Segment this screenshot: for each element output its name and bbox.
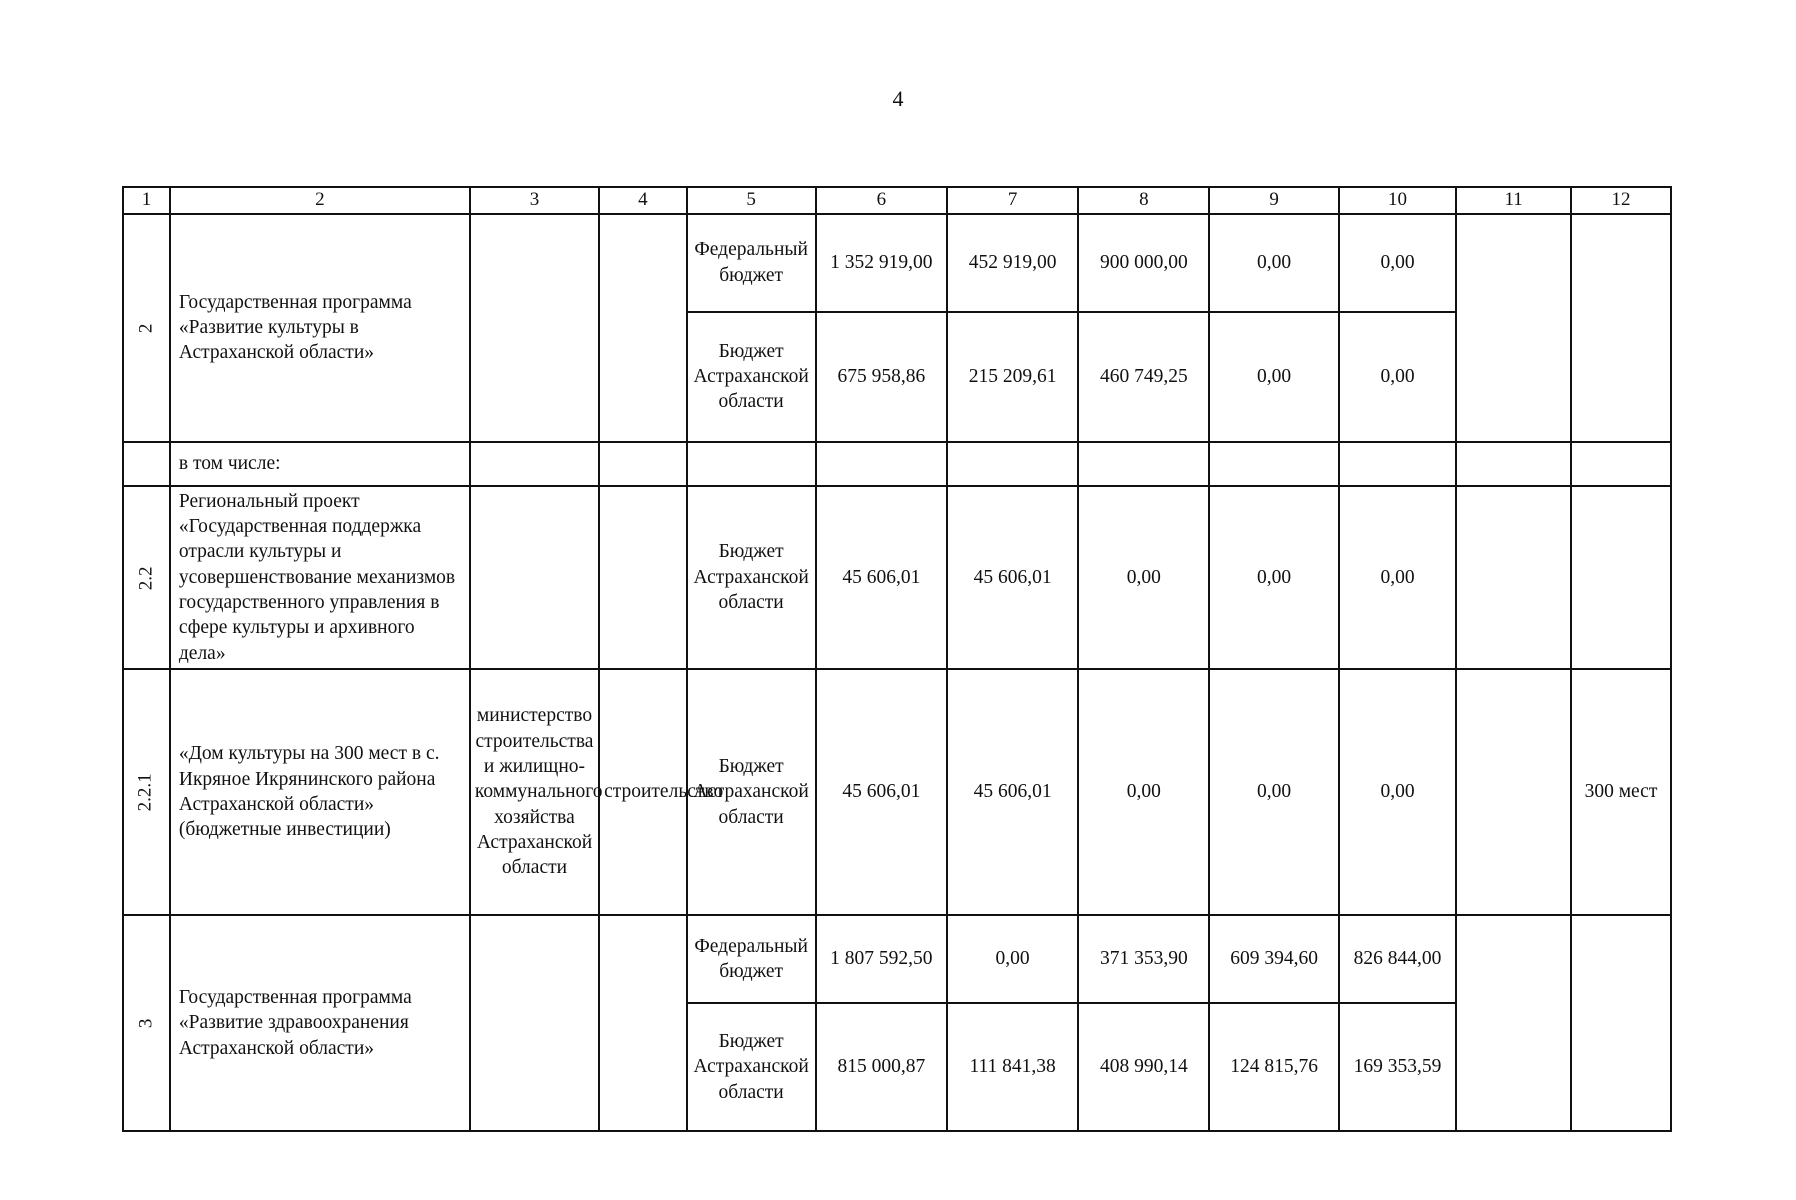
row-number: 3	[135, 1018, 157, 1029]
activity-cell	[599, 214, 687, 442]
amount-cell: 0,00	[1078, 486, 1209, 669]
amount-cell: 0,00	[1209, 669, 1338, 915]
amount-cell: 815 000,87	[816, 1003, 947, 1131]
amount-cell: 215 209,61	[947, 312, 1078, 442]
column-header: 4	[599, 187, 687, 214]
amount-cell: 0,00	[947, 915, 1078, 1003]
column-header: 7	[947, 187, 1078, 214]
empty-cell	[1571, 214, 1671, 442]
column-number-row	[123, 187, 1671, 214]
including-label: в том числе:	[170, 442, 470, 486]
executor-cell	[470, 486, 599, 669]
amount-cell: 609 394,60	[1209, 915, 1338, 1003]
amount-cell: 45 606,01	[816, 669, 947, 915]
amount-cell: 45 606,01	[947, 669, 1078, 915]
activity-cell: строительство	[599, 669, 687, 915]
column-header: 2	[170, 187, 470, 214]
amount-cell: 45 606,01	[816, 486, 947, 669]
column-header: 5	[687, 187, 816, 214]
amount-cell: 0,00	[1209, 214, 1338, 312]
activity-cell	[599, 486, 687, 669]
amount-cell: 1 352 919,00	[816, 214, 947, 312]
executor-cell	[470, 214, 599, 442]
amount-cell: 124 815,76	[1209, 1003, 1338, 1131]
amount-cell: 0,00	[1339, 214, 1457, 312]
row-number-cell	[123, 486, 170, 669]
amount-cell: 0,00	[1209, 312, 1338, 442]
empty-cell	[1456, 915, 1571, 1131]
column-header: 1	[123, 187, 170, 214]
empty-cell	[1571, 486, 1671, 669]
program-name: Государственная программа «Развитие культуры в Астраханской области»	[170, 214, 470, 442]
column-header: 11	[1456, 187, 1571, 214]
column-header: 6	[816, 187, 947, 214]
object-name: «Дом культуры на 300 мест в с. Икряное Икрянинского района Астраханской области» (бюджетные инвестиции)	[170, 669, 470, 915]
empty-cell	[470, 442, 599, 486]
funding-source: Федеральный бюджет	[687, 915, 816, 1003]
funding-source: Бюджет Астраханской области	[687, 486, 816, 669]
empty-cell	[1456, 214, 1571, 442]
table-row	[123, 669, 1671, 915]
table-row	[123, 442, 1671, 486]
empty-cell	[1456, 669, 1571, 915]
amount-cell: 900 000,00	[1078, 214, 1209, 312]
row-number: 2.2.1	[135, 773, 157, 812]
activity-cell	[599, 915, 687, 1131]
empty-cell	[599, 442, 687, 486]
row-number: 2	[135, 323, 157, 333]
table-row	[123, 214, 1671, 312]
row-number-cell	[123, 669, 170, 915]
empty-cell	[947, 442, 1078, 486]
program-name: Государственная программа «Развитие здравоохранения Астраханской области»	[170, 915, 470, 1131]
row-number: 2.2	[135, 566, 157, 590]
amount-cell: 0,00	[1339, 669, 1457, 915]
amount-cell: 1 807 592,50	[816, 915, 947, 1003]
column-header: 9	[1209, 187, 1338, 214]
row-number-cell	[123, 214, 170, 442]
column-header: 8	[1078, 187, 1209, 214]
column-header: 12	[1571, 187, 1671, 214]
empty-cell	[1209, 442, 1338, 486]
empty-cell	[1571, 915, 1671, 1131]
funding-source: Бюджет Астраханской области	[687, 312, 816, 442]
empty-cell	[1571, 442, 1671, 486]
budget-table	[122, 186, 1672, 1132]
amount-cell: 45 606,01	[947, 486, 1078, 669]
project-name: Региональный проект «Государственная поддержка отрасли культуры и усовершенствование механизмов государственного управления в сфере культуры и архивного дела»	[170, 486, 470, 669]
amount-cell: 169 353,59	[1339, 1003, 1457, 1131]
empty-cell	[1456, 442, 1571, 486]
executor-cell	[470, 915, 599, 1131]
empty-cell	[123, 442, 170, 486]
amount-cell: 826 844,00	[1339, 915, 1457, 1003]
empty-cell	[1339, 442, 1457, 486]
page-number: 4	[892, 86, 904, 111]
amount-cell: 0,00	[1078, 669, 1209, 915]
column-header: 3	[470, 187, 599, 214]
amount-cell: 111 841,38	[947, 1003, 1078, 1131]
amount-cell: 452 919,00	[947, 214, 1078, 312]
result-cell: 300 мест	[1571, 669, 1671, 915]
empty-cell	[816, 442, 947, 486]
column-header: 10	[1339, 187, 1457, 214]
table-row	[123, 486, 1671, 669]
amount-cell: 675 958,86	[816, 312, 947, 442]
funding-source: Федеральный бюджет	[687, 214, 816, 312]
table-row	[123, 915, 1671, 1003]
empty-cell	[687, 442, 816, 486]
amount-cell: 0,00	[1209, 486, 1338, 669]
amount-cell: 371 353,90	[1078, 915, 1209, 1003]
amount-cell: 0,00	[1339, 486, 1457, 669]
row-number-cell	[123, 915, 170, 1131]
amount-cell: 460 749,25	[1078, 312, 1209, 442]
amount-cell: 0,00	[1339, 312, 1457, 442]
funding-source: Бюджет Астраханской области	[687, 1003, 816, 1131]
empty-cell	[1078, 442, 1209, 486]
funding-source: Бюджет Астраханской области	[687, 669, 816, 915]
empty-cell	[1456, 486, 1571, 669]
executor-cell: министерство строительства и жилищно-коммунального хозяйства Астраханской области	[470, 669, 599, 915]
amount-cell: 408 990,14	[1078, 1003, 1209, 1131]
